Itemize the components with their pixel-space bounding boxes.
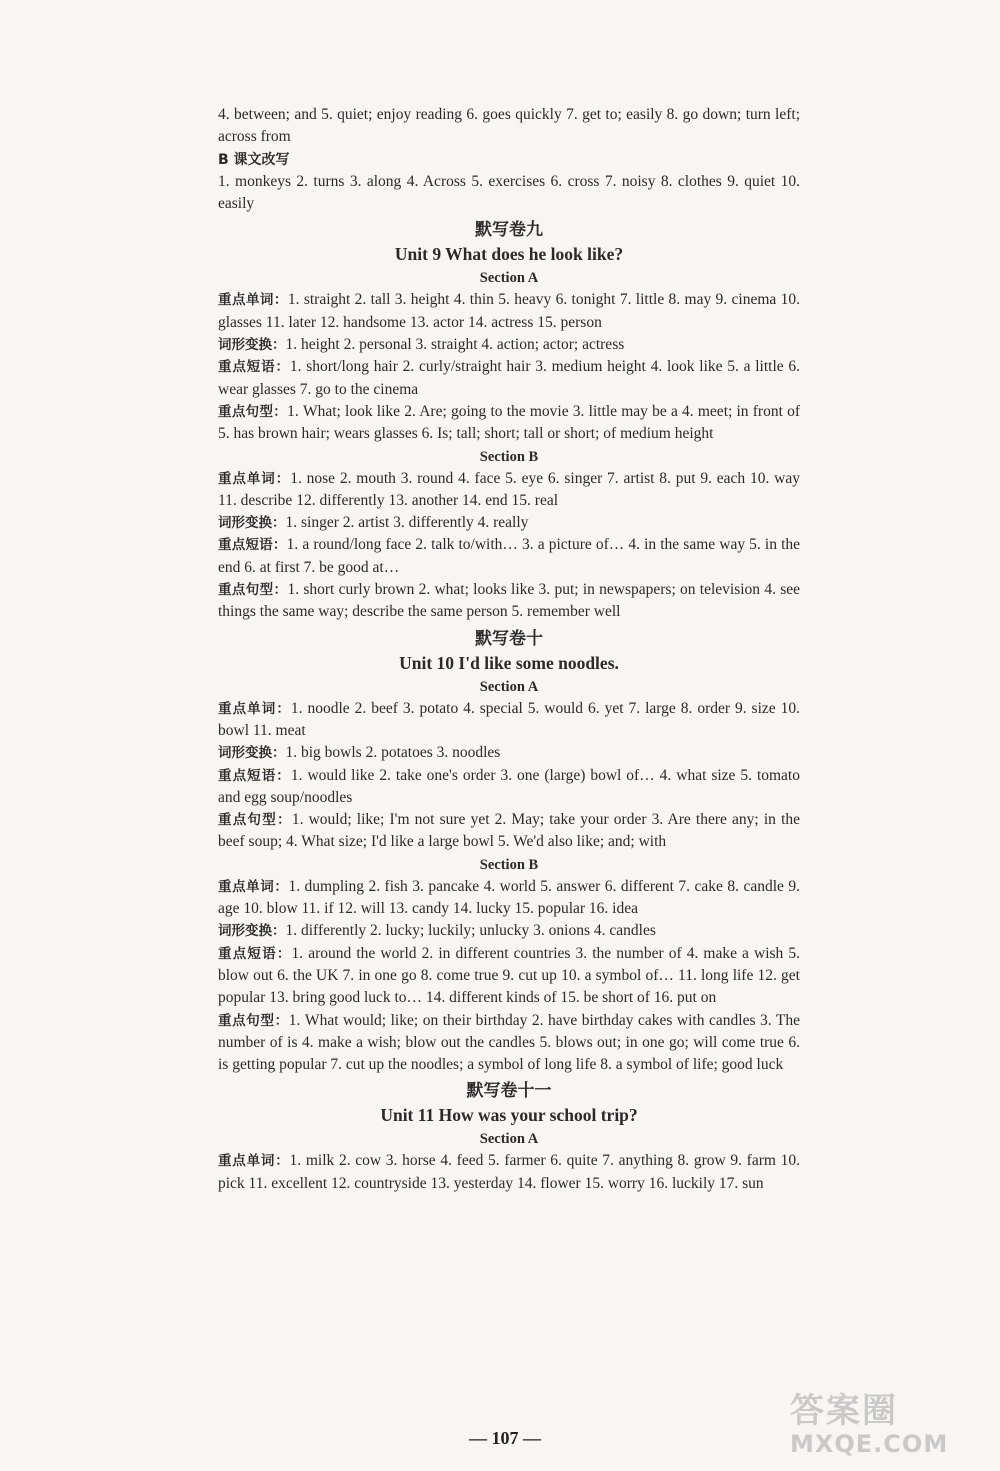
sentences-answers: 1. would; like; I'm not sure yet 2. May; take your order 3. Are there any; in the beef soup; 4. What size; I'd like a large bowl 5. We'd also like; and; with bbox=[218, 811, 800, 851]
forms-answers: 1. differently 2. lucky; luckily; unlucky 3. onions 4. candles bbox=[285, 922, 656, 940]
quiz9-a-sentences bbox=[218, 401, 800, 446]
phrases-answers: 1. would like 2. take one's order 3. one (large) bowl of… 4. what size 5. tomato and egg soup/noodles bbox=[218, 766, 800, 806]
watermark-bottom-text: MXQE.COM bbox=[790, 1430, 949, 1458]
sentences-answers: 1. What; look like 2. Are; going to the movie 3. little may be a 4. meet; in front of 5. has brown hair; wears glasses 6. Is; tall; short; tall or short; of medium height bbox=[218, 402, 801, 443]
forms-label: 词形变换： bbox=[218, 923, 286, 940]
quiz9-section-a-heading: Section A bbox=[479, 270, 539, 287]
phrases-label: 重点短语： bbox=[218, 767, 291, 784]
quiz9-a-phrases bbox=[218, 356, 800, 401]
words-label: 重点单词： bbox=[218, 1153, 290, 1170]
sentences-label: 重点句型： bbox=[218, 812, 292, 829]
phrases-answers: 1. short/long hair 2. curly/straight hair 3. medium height 4. look like 5. a little 6. wear glasses 7. go to the cinema bbox=[218, 358, 800, 398]
quiz9-b-sentences bbox=[218, 579, 800, 624]
quiz10-section-a-heading: Section A bbox=[479, 678, 539, 695]
forms-label: 词形变换： bbox=[218, 745, 286, 762]
rewrite-block bbox=[218, 149, 800, 171]
quiz10-b-forms bbox=[218, 920, 800, 942]
answer-page bbox=[218, 104, 800, 1195]
quiz11-a-words bbox=[218, 1150, 800, 1195]
sentences-answers: 1. short curly brown 2. what; looks like 3. put; in newspapers; on television 4. see things the same way; describe the same person 5. remember well bbox=[218, 581, 800, 621]
phrases-label: 重点短语： bbox=[218, 359, 290, 376]
quiz11-unit-heading: Unit 11 How was your school trip? bbox=[380, 1105, 638, 1126]
watermark-logo bbox=[790, 1392, 990, 1464]
words-answers: 1. dumpling 2. fish 3. pancake 4. world 5. answer 6. different 7. cake 8. candle 9. age 10. blow 11. if 12. will 13. candy 14. lucky 15. popular 16. idea bbox=[218, 877, 800, 918]
words-label: 重点单词： bbox=[218, 700, 291, 717]
quiz10-b-words bbox=[218, 876, 800, 921]
page-number: — 107 — bbox=[469, 1428, 541, 1448]
quiz9-b-forms bbox=[218, 512, 800, 534]
quiz9-unit-heading: Unit 9 What does he look like? bbox=[394, 244, 624, 265]
quiz9-a-forms bbox=[218, 334, 800, 356]
words-label: 重点单词： bbox=[218, 878, 289, 895]
sentences-answers: 1. What would; like; on their birthday 2. have birthday cakes with candles 3. The number of is 4. make a wish; blow out the candles 5. blows out; in one go; will come true 6. is getting popular 7. cut up the noodles; a symbol of long life 8. a symbol of life; good luck bbox=[218, 1011, 800, 1074]
watermark-top-text: 答案圈 bbox=[790, 1391, 898, 1431]
rewrite-answers: 1. monkeys 2. turns 3. along 4. Across 5. exercises 6. cross 7. noisy 8. clothes 9. quiet 10. easily bbox=[218, 172, 800, 213]
words-label: 重点单词： bbox=[218, 470, 291, 487]
phrases-answers: 1. around the world 2. in different countries 3. the number of 4. make a wish 5. blow out 6. the UK 7. in one go 8. come true 9. cut up 10. a symbol of… 11. long life 12. get popular 13. bring good luck to… 14. different kinds of 15. be short of 16. put on bbox=[218, 944, 801, 1007]
forms-answers: 1. singer 2. artist 3. differently 4. really bbox=[285, 514, 529, 532]
quiz10-b-phrases bbox=[218, 943, 800, 1010]
forms-label: 词形变换： bbox=[218, 337, 286, 354]
top-answers-line: 4. between; and 5. quiet; enjoy reading 6. goes quickly 7. get to; easily 8. go down; turn left; across from bbox=[218, 106, 800, 146]
quiz9-b-phrases bbox=[218, 534, 800, 579]
quiz9-a-words bbox=[218, 289, 800, 334]
quiz10-a-words bbox=[218, 698, 800, 743]
words-answers: 1. noodle 2. beef 3. potato 4. special 5. would 6. yet 7. large 8. order 9. size 10. bowl 11. meat bbox=[218, 699, 800, 739]
phrases-answers: 1. a round/long face 2. talk to/with… 3. a picture of… 4. in the same way 5. in the end 6. at first 7. be good at… bbox=[218, 536, 800, 576]
words-answers: 1. milk 2. cow 3. horse 4. feed 5. farmer 6. quite 7. anything 8. grow 9. farm 10. pick 11. excellent 12. countryside 13. yesterday 14. flower 15. worry 16. luckily 17. sun bbox=[218, 1152, 800, 1192]
phrases-label: 重点短语： bbox=[218, 945, 292, 962]
forms-answers: 1. big bowls 2. potatoes 3. noodles bbox=[285, 744, 501, 762]
quiz9-b-words bbox=[218, 468, 800, 513]
quiz10-a-sentences bbox=[218, 809, 800, 854]
phrases-label: 重点短语： bbox=[218, 537, 287, 554]
words-label: 重点单词： bbox=[218, 292, 288, 309]
quiz9-title: 默写卷九 bbox=[475, 220, 543, 241]
words-answers: 1. straight 2. tall 3. height 4. thin 5. heavy 6. tonight 7. little 8. may 9. cinema 10. glasses 11. later 12. handsome 13. actor 14. actress 15. person bbox=[218, 291, 800, 331]
quiz10-unit-heading: Unit 10 I'd like some noodles. bbox=[399, 652, 619, 673]
forms-answers: 1. height 2. personal 3. straight 4. action; actor; actress bbox=[285, 336, 625, 354]
quiz10-a-forms bbox=[218, 742, 800, 764]
forms-label: 词形变换： bbox=[218, 515, 286, 532]
quiz10-section-b-heading: Section B bbox=[479, 856, 539, 873]
sentences-label: 重点句型： bbox=[218, 1012, 289, 1029]
rewrite-label: B 课文改写 bbox=[218, 151, 290, 168]
quiz10-title: 默写卷十 bbox=[475, 628, 543, 649]
sentences-label: 重点句型： bbox=[218, 403, 288, 420]
quiz10-a-phrases bbox=[218, 765, 800, 810]
quiz11-section-a-heading: Section A bbox=[479, 1131, 539, 1148]
quiz9-section-b-heading: Section B bbox=[479, 448, 539, 465]
quiz10-b-sentences bbox=[218, 1010, 800, 1077]
sentences-label: 重点句型： bbox=[218, 582, 288, 599]
words-answers: 1. nose 2. mouth 3. round 4. face 5. eye 6. singer 7. artist 8. put 9. each 10. way 11. describe 12. differently 13. another 14. end 15. real bbox=[218, 469, 800, 509]
quiz11-title: 默写卷十一 bbox=[466, 1081, 552, 1102]
